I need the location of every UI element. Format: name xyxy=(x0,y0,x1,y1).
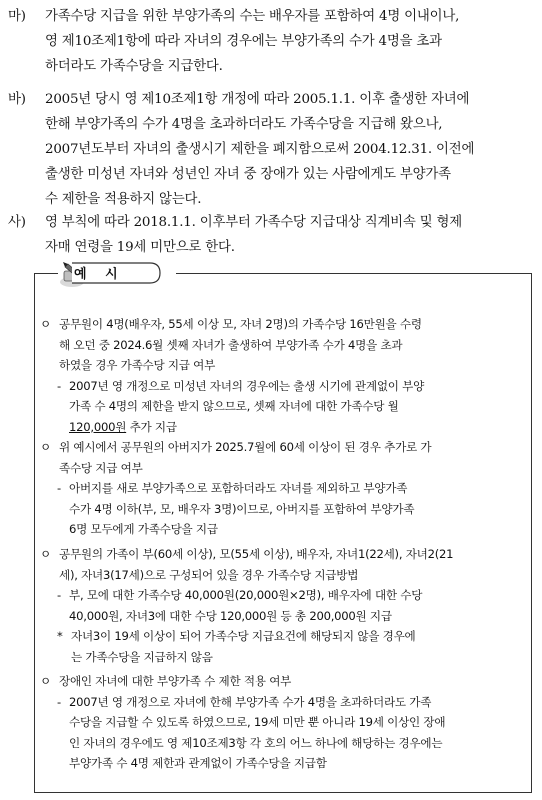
example-item-1 xyxy=(40,314,526,437)
text-line: 한해 부양가족의 수가 4명을 초과하더라도 가족수당을 지급해 왔으나, xyxy=(45,117,443,132)
text-line: 영 부칙에 따라 2018.1.1. 이후부터 가족수당 지급대상 직계비속 및 형제 xyxy=(45,215,462,230)
example-item-2 xyxy=(40,437,526,540)
text-line: 수가 4명 이하(부, 모, 배우자 3명)이므로, 아버지를 포함하여 부양가족 xyxy=(69,501,415,516)
text-line: 자매 연령을 19세 미만으로 한다. xyxy=(45,240,235,255)
bullet-circle: ㅇ xyxy=(40,440,51,454)
text-line: 는 가족수당을 지급하지 않음 xyxy=(71,649,213,664)
text-line: 인 자녀의 경우에도 영 제10조제3항 각 호의 어느 하나에 해당하는 경우에는 xyxy=(69,735,443,750)
example-question xyxy=(59,671,526,692)
answer-suffix: 추가 지급 xyxy=(126,419,177,434)
text-line: 2007년 영 개정으로 자녀에 한해 부양가족 수가 4명을 초과하더라도 가족 xyxy=(69,694,432,709)
text-line: 공무원의 가족이 부(60세 이상), 모(55세 이상), 배우자, 자녀1(22세), 자녀2(21 xyxy=(59,547,454,561)
text-line: 위 예시에서 공무원의 아버지가 2025.7월에 60세 이상이 된 경우 추가로 가 xyxy=(59,440,432,454)
bullet-circle: ㅇ xyxy=(40,547,51,561)
clause-ma xyxy=(8,4,532,79)
dash-marker: - xyxy=(57,694,61,709)
example-question xyxy=(59,544,526,585)
text-line: 하였을 경우 가족수당 지급 여부 xyxy=(59,358,216,372)
text-line xyxy=(69,417,526,438)
asterisk-marker: * xyxy=(57,629,63,643)
clause-marker: 바) xyxy=(8,92,26,107)
example-answer xyxy=(57,585,526,626)
bullet-circle: ㅇ xyxy=(40,674,51,688)
amount-underlined: 120,000원 xyxy=(69,419,127,434)
text-line: 영 제10조제1항에 따라 자녀의 경우에는 부양가족의 수가 4명을 초과 xyxy=(45,34,442,49)
text-line: 장애인 자녀에 대한 부양가족 수 제한 적용 여부 xyxy=(59,674,292,688)
bullet-circle: ㅇ xyxy=(40,317,51,331)
clause-text xyxy=(45,210,532,260)
dash-marker: - xyxy=(57,588,61,602)
example-item-4 xyxy=(40,671,526,774)
example-answer xyxy=(57,478,526,540)
dash-marker: - xyxy=(57,378,61,393)
text-line: 족수당 지급 여부 xyxy=(59,460,143,475)
text-line: 6명 모두에게 가족수당을 지급 xyxy=(69,522,218,536)
text-line: 해 오던 중 2024.6월 셋째 자녀가 출생하여 부양가족 수가 4명을 초과 xyxy=(59,337,403,352)
text-line: 하더라도 가족수당을 지급한다. xyxy=(45,59,223,74)
example-answer xyxy=(57,692,526,774)
clause-marker: 사) xyxy=(8,215,26,230)
text-line: 40,000원, 자녀3에 대한 수당 120,000원 등 총 200,000원 지급 xyxy=(69,608,392,623)
text-line: 가족수당 지급을 위한 부양가족의 수는 배우자를 포함하여 4명 이내이나, xyxy=(45,9,460,24)
clause-text xyxy=(45,87,532,212)
example-item-3 xyxy=(40,544,526,667)
clause-ba xyxy=(8,87,532,212)
text-line: 아버지를 새로 부양가족으로 포함하더라도 자녀를 제외하고 부양가족 xyxy=(69,481,408,495)
example-answer xyxy=(57,376,526,438)
text-line: 자녀3이 19세 이상이 되어 가족수당 지급요건에 해당되지 않을 경우에 xyxy=(71,629,416,643)
dash-marker: - xyxy=(57,481,61,495)
text-line: 2005년 당시 영 제10조제1항 개정에 따라 2005.1.1. 이후 출생한 자녀에 xyxy=(45,92,470,107)
text-line: 부, 모에 대한 가족수당 40,000원(20,000원×2명), 배우자에 대한 수당 xyxy=(69,588,423,602)
text-line: 2007년 영 개정으로 미성년 자녀의 경우에는 출생 시기에 관계없이 부양 xyxy=(69,378,425,393)
text-line: 세), 자녀3(17세)으로 구성되어 있을 경우 가족수당 지급방법 xyxy=(59,567,359,582)
text-line: 수당을 지급할 수 있도록 하였으므로, 19세 미만 뿐 아니라 19세 이상인 장애 xyxy=(69,715,446,729)
text-line: 가족 수 4명의 제한을 받지 않으므로, 셋째 자녀에 대한 가족수당 월 xyxy=(69,399,399,413)
text-line: 2007년도부터 자녀의 출생시기 제한을 폐지함으로써 2004.12.31. 이전에 xyxy=(45,142,475,157)
text-line: 수 제한을 적용하지 않는다. xyxy=(45,192,202,207)
example-question xyxy=(59,437,526,478)
example-question xyxy=(59,314,526,376)
text-line: 부양가족 수 4명 제한과 관계없이 가족수당을 지급함 xyxy=(69,756,327,770)
example-note xyxy=(57,626,526,667)
clause-sa xyxy=(8,210,532,260)
example-label: 예 시 xyxy=(74,267,125,282)
text-line: 공무원이 4명(배우자, 55세 이상 모, 자녀 2명)의 가족수당 16만원을 수령 xyxy=(59,317,422,331)
clause-marker: 마) xyxy=(8,9,26,24)
text-line: 출생한 미성년 자녀와 성년인 자녀 중 장애가 있는 사람에게도 부양가족 xyxy=(45,167,451,182)
clause-text xyxy=(45,4,532,79)
